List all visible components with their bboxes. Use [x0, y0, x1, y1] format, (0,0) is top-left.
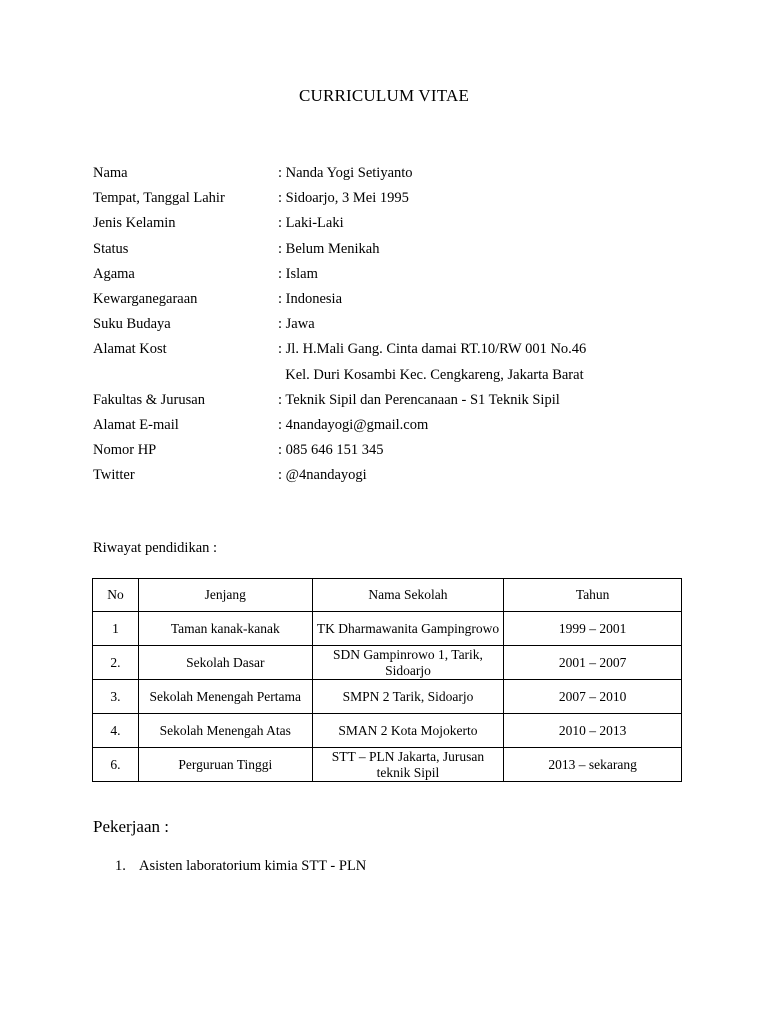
- cell-no: 3.: [93, 680, 139, 714]
- info-value: : Indonesia: [278, 290, 343, 307]
- info-value: : Belum Menikah: [278, 240, 380, 257]
- work-heading: Pekerjaan :: [93, 817, 169, 836]
- cell-jenjang: Perguruan Tinggi: [138, 748, 312, 782]
- info-label: Agama: [93, 265, 135, 282]
- cell-nama-sekolah: SDN Gampinrowo 1, Tarik, Sidoarjo: [312, 646, 504, 680]
- info-value: : Sidoarjo, 3 Mei 1995: [278, 190, 409, 207]
- cell-tahun: 1999 – 2001: [504, 612, 682, 646]
- info-label: Nama: [93, 165, 128, 181]
- info-row-gender: [93, 213, 693, 238]
- info-label: Fakultas & Jurusan: [93, 391, 205, 408]
- cell-no: 6.: [93, 748, 139, 782]
- column-header-jenjang: Jenjang: [138, 579, 312, 612]
- info-value: : 085 646 151 345: [278, 442, 384, 459]
- info-row-nama: [93, 163, 693, 188]
- table-row: [93, 748, 682, 782]
- cell-tahun: 2007 – 2010: [504, 680, 682, 714]
- info-label: Jenis Kelamin: [93, 215, 176, 232]
- info-value: Kel. Duri Kosambi Kec. Cengkareng, Jakarta Barat: [278, 366, 584, 383]
- cell-jenjang: Taman kanak-kanak: [138, 612, 312, 646]
- info-row-phone: [93, 440, 693, 465]
- column-header-no: No: [93, 579, 139, 612]
- info-row-twitter: [93, 465, 693, 490]
- table-row: [93, 714, 682, 748]
- info-label: Suku Budaya: [93, 316, 171, 333]
- info-label: Twitter: [93, 467, 135, 484]
- table-row: [93, 646, 682, 680]
- cell-nama-sekolah: SMAN 2 Kota Mojokerto: [312, 714, 504, 748]
- education-label: Riwayat pendidikan :: [93, 540, 218, 556]
- column-header-tahun: Tahun: [504, 579, 682, 612]
- info-label: Tempat, Tanggal Lahir: [93, 190, 225, 207]
- cell-no: 1: [93, 612, 139, 646]
- info-label: Nomor HP: [93, 442, 157, 459]
- info-row-birth: [93, 188, 693, 213]
- info-label: Status: [93, 240, 129, 257]
- info-value: : Jl. H.Mali Gang. Cinta damai RT.10/RW 001 No.46: [278, 341, 587, 358]
- info-value: : 4nandayogi@gmail.com: [278, 416, 429, 433]
- education-table: [92, 578, 682, 782]
- info-row-ethnicity: [93, 314, 693, 339]
- cell-nama-sekolah: STT – PLN Jakarta, Jurusan teknik Sipil: [312, 748, 504, 782]
- info-value: : Teknik Sipil dan Perencanaan - S1 Teknik Sipil: [278, 391, 560, 408]
- cell-jenjang: Sekolah Menengah Atas: [138, 714, 312, 748]
- cell-nama-sekolah: TK Dharmawanita Gampingrowo: [312, 612, 504, 646]
- list-item-text: Asisten laboratorium kimia STT - PLN: [139, 858, 367, 874]
- info-row-citizenship: [93, 289, 693, 314]
- info-row-address-cont: [93, 365, 693, 390]
- info-label: Alamat Kost: [93, 341, 167, 358]
- info-value: : Islam: [278, 265, 318, 282]
- cell-jenjang: Sekolah Dasar: [138, 646, 312, 680]
- cell-nama-sekolah: SMPN 2 Tarik, Sidoarjo: [312, 680, 504, 714]
- cell-tahun: 2010 – 2013: [504, 714, 682, 748]
- info-row-status: [93, 239, 693, 264]
- info-row-address: [93, 339, 693, 364]
- cell-no: 2.: [93, 646, 139, 680]
- column-header-nama-sekolah: Nama Sekolah: [312, 579, 504, 612]
- info-row-religion: [93, 264, 693, 289]
- info-row-faculty: [93, 390, 693, 415]
- table-header-row: [93, 579, 682, 612]
- info-value: : Laki-Laki: [278, 215, 344, 232]
- cell-no: 4.: [93, 714, 139, 748]
- cell-tahun: 2001 – 2007: [504, 646, 682, 680]
- info-value: : Nanda Yogi Setiyanto: [278, 165, 413, 181]
- cell-tahun: 2013 – sekarang: [504, 748, 682, 782]
- personal-info: [93, 163, 693, 490]
- info-value: : @4nandayogi: [278, 467, 367, 484]
- info-row-email: [93, 415, 693, 440]
- page-title: CURRICULUM VITAE: [298, 86, 470, 105]
- table-row: [93, 612, 682, 646]
- info-label: Kewarganegaraan: [93, 290, 198, 307]
- list-item-number: 1.: [115, 858, 126, 874]
- info-label: Alamat E-mail: [93, 416, 179, 433]
- table-row: [93, 680, 682, 714]
- info-value: : Jawa: [278, 316, 315, 333]
- cell-jenjang: Sekolah Menengah Pertama: [138, 680, 312, 714]
